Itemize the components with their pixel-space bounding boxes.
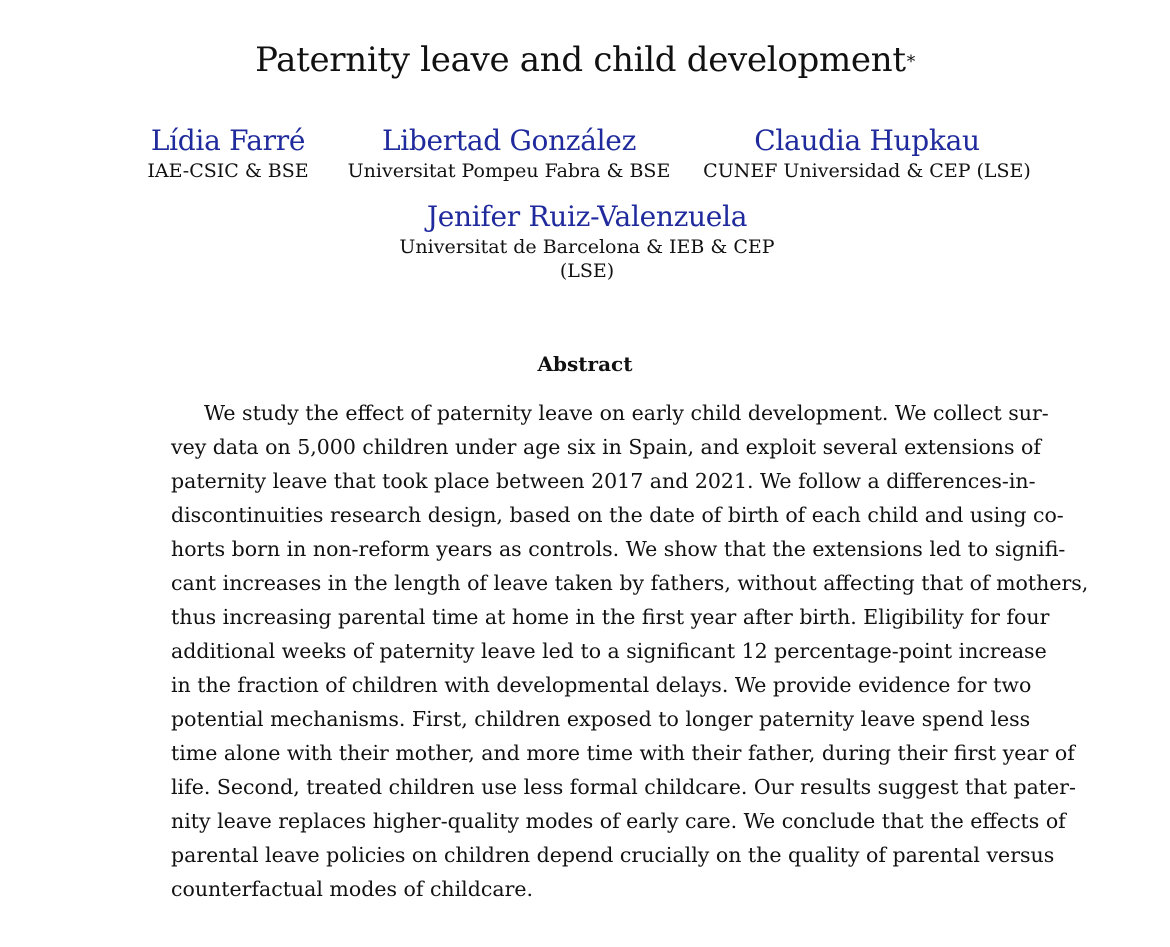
abstract-line: additional weeks of paternity leave led to a significant 12 percentage-point increase (171, 639, 1047, 663)
abstract-line: horts born in non-reform years as controls. We show that the extensions led to signifi- (171, 537, 1066, 561)
author-block (299, 124, 719, 183)
abstract-body (171, 396, 1089, 906)
author-name[interactable]: Lídia Farré (150, 124, 306, 157)
abstract-line: parental leave policies on children depend crucially on the quality of parental versus (171, 843, 1055, 867)
abstract-line: counterfactual modes of childcare. (171, 877, 534, 901)
abstract-line: nity leave replaces higher-quality modes of early care. We conclude that the effects of (171, 809, 1066, 833)
author-affiliation: Universitat Pompeu Fabra & BSE (347, 160, 671, 182)
abstract-line: discontinuities research design, based on the date of birth of each child and using co- (171, 503, 1064, 527)
abstract-line: paternity leave that took place between 2017 and 2021. We follow a differences-in- (171, 469, 1036, 493)
abstract-heading: Abstract (537, 352, 633, 376)
paper-title-text: Paternity leave and child development (255, 40, 906, 80)
abstract-line: life. Second, treated children use less formal childcare. Our results suggest that pater- (171, 775, 1076, 799)
author-name[interactable]: Claudia Hupkau (754, 124, 980, 157)
abstract-line: potential mechanisms. First, children exposed to longer paternity leave spend less (171, 707, 1031, 731)
author-block (657, 124, 1077, 183)
title-footnote-mark[interactable]: * (906, 52, 915, 72)
author-name[interactable]: Libertad González (381, 124, 637, 157)
abstract-line: vey data on 5,000 children under age six in Spain, and exploit several extensions of (171, 435, 1041, 459)
abstract-line: thus increasing parental time at home in the first year after birth. Eligibility for four (171, 605, 1050, 629)
author-block (377, 200, 797, 283)
author-affiliation: CUNEF Universidad & CEP (LSE) (703, 160, 1031, 182)
abstract-line: We study the effect of paternity leave on early child development. We collect sur- (204, 401, 1049, 425)
abstract-line: time alone with their mother, and more time with their father, during their first year of (171, 741, 1075, 765)
author-name[interactable]: Jenifer Ruiz-Valenzuela (426, 200, 748, 233)
author-affiliation: IAE-CSIC & BSE (147, 160, 309, 182)
abstract-line: in the fraction of children with developmental delays. We provide evidence for two (171, 673, 1032, 697)
author-affiliation: Universitat de Barcelona & IEB & CEP (LSE) (399, 236, 775, 282)
abstract-line: cant increases in the length of leave taken by fathers, without affecting that of mothers, (171, 571, 1089, 595)
paper-title (0, 38, 1170, 82)
